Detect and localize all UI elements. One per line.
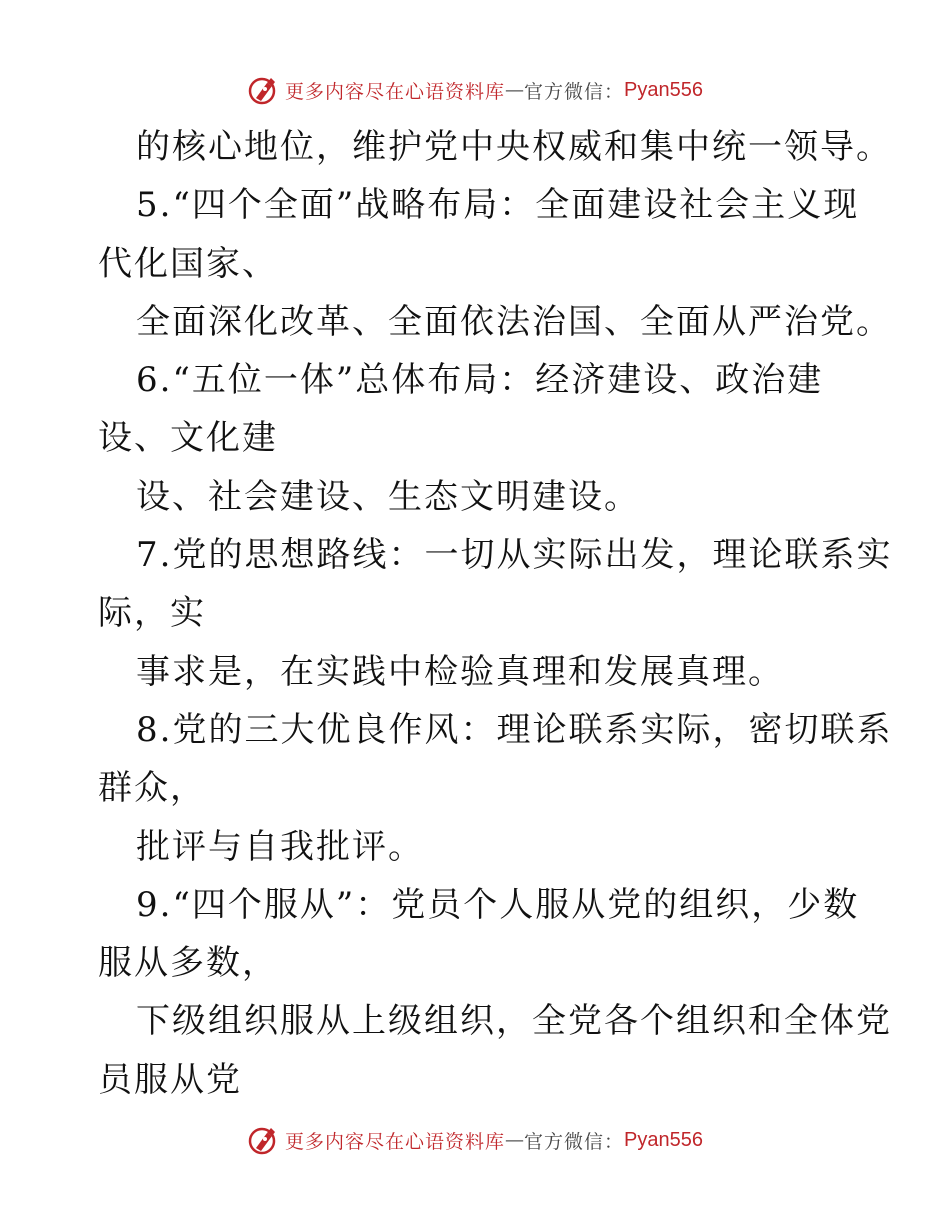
text-line: 6.“五位一体”总体布局：经济建设、政治建 bbox=[136, 360, 824, 401]
banner-text: 更多内容尽在心语资料库 bbox=[285, 80, 506, 103]
text-line: 员服从党 bbox=[98, 1059, 242, 1100]
banner-separator: — bbox=[505, 79, 525, 101]
text-line: 全面深化改革、全面依法治国、全面从严治党。 bbox=[136, 301, 892, 342]
text-line: 际，实 bbox=[98, 593, 206, 634]
text-line: 下级组织服从上级组织，全党各个组织和全体党 bbox=[136, 1001, 892, 1042]
pen-nib-logo-icon bbox=[247, 74, 279, 106]
text-line: 批评与自我批评。 bbox=[136, 826, 424, 867]
text-line: 群众， bbox=[98, 768, 206, 809]
header-watermark-banner bbox=[0, 70, 950, 110]
text-line: 5.“四个全面”战略布局：全面建设社会主义现 bbox=[136, 185, 860, 226]
text-line: 事求是，在实践中检验真理和发展真理。 bbox=[136, 651, 784, 692]
text-line: 设、文化建 bbox=[98, 418, 278, 459]
text-line: 7.党的思想路线：一切从实际出发，理论联系实 bbox=[136, 535, 893, 576]
pen-nib-logo-icon bbox=[247, 1124, 279, 1156]
banner-wechat-id: Pyan556 bbox=[624, 1128, 703, 1151]
banner-wechat-label: 官方微信： bbox=[524, 80, 625, 103]
banner-text: 更多内容尽在心语资料库 bbox=[285, 1130, 506, 1153]
banner-wechat-id: Pyan556 bbox=[624, 78, 703, 101]
text-line: 的核心地位，维护党中央权威和集中统一领导。 bbox=[136, 127, 892, 167]
document-body bbox=[98, 118, 893, 1109]
text-line: 服从多数， bbox=[98, 943, 278, 984]
banner-wechat-label: 官方微信： bbox=[524, 1130, 625, 1153]
text-line: 8.党的三大优良作风：理论联系实际，密切联系 bbox=[136, 709, 893, 750]
text-line: 代化国家、 bbox=[98, 243, 278, 284]
text-line: 9.“四个服从”：党员个人服从党的组织，少数 bbox=[136, 884, 860, 925]
text-line: 设、社会建设、生态文明建设。 bbox=[136, 476, 640, 517]
footer-watermark-banner bbox=[0, 1120, 950, 1160]
banner-separator: — bbox=[505, 1129, 525, 1151]
